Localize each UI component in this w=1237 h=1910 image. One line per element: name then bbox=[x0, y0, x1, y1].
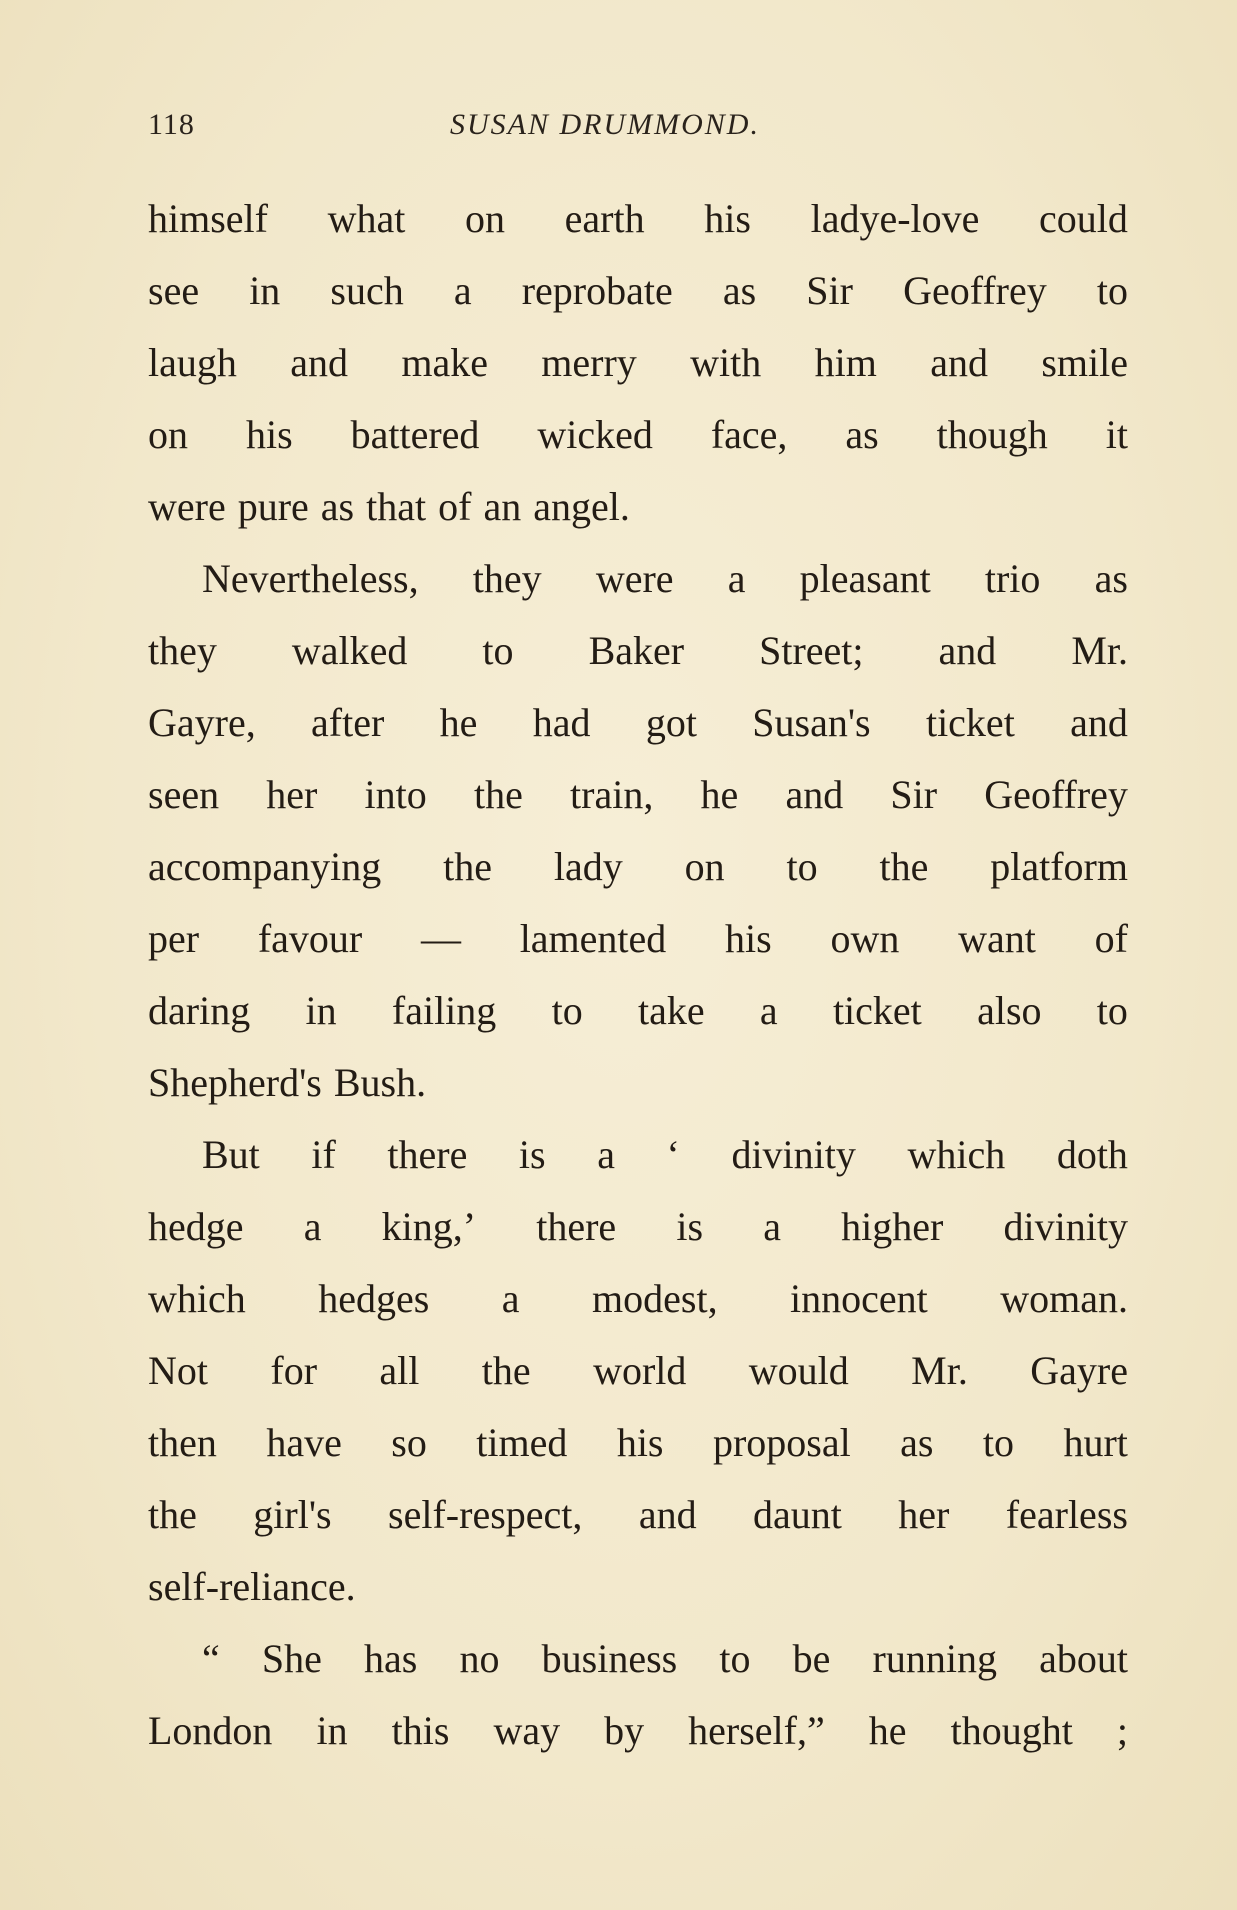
word: business bbox=[541, 1636, 678, 1681]
word: have bbox=[266, 1420, 342, 1465]
word: Not bbox=[148, 1348, 208, 1393]
word: herself,” bbox=[688, 1708, 825, 1753]
word: want bbox=[958, 916, 1036, 961]
word: also bbox=[977, 988, 1042, 1033]
text-line bbox=[148, 1047, 1128, 1119]
word: to bbox=[1096, 988, 1128, 1033]
word: were bbox=[148, 484, 226, 529]
word: about bbox=[1039, 1636, 1128, 1681]
word: merry bbox=[541, 340, 637, 385]
word: world bbox=[593, 1348, 687, 1393]
word: laugh bbox=[148, 340, 237, 385]
word: Bush. bbox=[333, 1060, 427, 1105]
word: and bbox=[290, 340, 348, 385]
text-line bbox=[148, 1119, 1128, 1191]
word: an bbox=[483, 484, 522, 529]
word: and bbox=[938, 628, 997, 673]
word: to bbox=[482, 628, 514, 673]
word: himself bbox=[148, 196, 268, 241]
word: could bbox=[1039, 196, 1128, 241]
word: Street; bbox=[759, 628, 864, 673]
word: to bbox=[786, 844, 818, 889]
word: divinity bbox=[1003, 1204, 1128, 1249]
word: daring bbox=[148, 988, 251, 1033]
word: walked bbox=[291, 628, 408, 673]
word: earth bbox=[564, 196, 645, 241]
word: reprobate bbox=[521, 268, 673, 313]
word: on bbox=[148, 412, 188, 457]
word: her bbox=[898, 1492, 950, 1537]
text-line bbox=[148, 1479, 1128, 1551]
word: the bbox=[473, 772, 523, 817]
word: Baker bbox=[588, 628, 685, 673]
text-line bbox=[148, 1551, 1128, 1623]
word: per bbox=[148, 916, 200, 961]
word: Susan's bbox=[752, 700, 871, 745]
word: Mr. bbox=[911, 1348, 968, 1393]
word: see bbox=[148, 268, 200, 313]
running-head bbox=[148, 108, 1128, 148]
word: with bbox=[690, 340, 762, 385]
word: and bbox=[930, 340, 988, 385]
word: Mr. bbox=[1071, 628, 1128, 673]
text-line bbox=[148, 615, 1128, 687]
text-line bbox=[148, 399, 1128, 471]
word: higher bbox=[841, 1204, 944, 1249]
word: ladye-love bbox=[810, 196, 980, 241]
word: there bbox=[536, 1204, 617, 1249]
word: But bbox=[202, 1132, 260, 1177]
word: got bbox=[645, 700, 697, 745]
word: girl's bbox=[253, 1492, 332, 1537]
page-number: 118 bbox=[148, 108, 195, 141]
word: he bbox=[700, 772, 739, 817]
word: Shepherd's bbox=[148, 1060, 322, 1105]
word: failing bbox=[391, 988, 497, 1033]
word: Sir bbox=[806, 268, 853, 313]
word: pleasant bbox=[799, 556, 931, 601]
word: accompanying bbox=[148, 844, 382, 889]
word: they bbox=[472, 556, 542, 601]
word: has bbox=[364, 1636, 418, 1681]
word: he bbox=[868, 1708, 907, 1753]
word: on bbox=[465, 196, 506, 241]
word: and bbox=[638, 1492, 697, 1537]
word: if bbox=[311, 1132, 336, 1177]
word: as bbox=[900, 1420, 934, 1465]
text-line bbox=[148, 1191, 1128, 1263]
word: London bbox=[148, 1708, 273, 1753]
word: wicked bbox=[537, 412, 653, 457]
word: is bbox=[676, 1204, 704, 1249]
word: hedges bbox=[318, 1276, 430, 1321]
word: proposal bbox=[712, 1420, 851, 1465]
word: is bbox=[518, 1132, 546, 1177]
word: which bbox=[907, 1132, 1006, 1177]
word: woman. bbox=[1000, 1276, 1128, 1321]
word: a bbox=[453, 268, 472, 313]
word: hedge bbox=[148, 1204, 244, 1249]
text-line bbox=[148, 903, 1128, 975]
word: — bbox=[420, 916, 461, 961]
word: as bbox=[722, 268, 757, 313]
word: in bbox=[305, 988, 337, 1033]
word: doth bbox=[1056, 1132, 1128, 1177]
word: after bbox=[311, 700, 385, 745]
word: in bbox=[316, 1708, 348, 1753]
word: which bbox=[148, 1276, 246, 1321]
text-line bbox=[148, 255, 1128, 327]
word: battered bbox=[350, 412, 480, 457]
word: Gayre, bbox=[148, 700, 256, 745]
text-line bbox=[148, 1695, 1128, 1767]
word: into bbox=[364, 772, 427, 817]
word: way bbox=[493, 1708, 561, 1753]
text-line bbox=[148, 183, 1128, 255]
word: timed bbox=[476, 1420, 568, 1465]
word: a bbox=[759, 988, 778, 1033]
word: take bbox=[637, 988, 705, 1033]
word: ; bbox=[1116, 1708, 1128, 1753]
word: would bbox=[748, 1348, 849, 1393]
word: her bbox=[266, 772, 318, 817]
word: a bbox=[303, 1204, 322, 1249]
word: a bbox=[501, 1276, 520, 1321]
word: the bbox=[148, 1492, 197, 1537]
word: what bbox=[327, 196, 406, 241]
word: that bbox=[366, 484, 427, 529]
text-line bbox=[148, 471, 1128, 543]
word: self-respect, bbox=[388, 1492, 583, 1537]
word: innocent bbox=[790, 1276, 928, 1321]
word: Geoffrey bbox=[984, 772, 1128, 817]
word: fearless bbox=[1005, 1492, 1128, 1537]
text-line bbox=[148, 1335, 1128, 1407]
word: and bbox=[785, 772, 844, 817]
word: by bbox=[604, 1708, 645, 1753]
word: he bbox=[439, 700, 478, 745]
word: all bbox=[379, 1348, 420, 1393]
word: his bbox=[725, 916, 772, 961]
word: though bbox=[936, 412, 1048, 457]
word: own bbox=[830, 916, 900, 961]
word: make bbox=[401, 340, 488, 385]
word: no bbox=[459, 1636, 500, 1681]
word: seen bbox=[148, 772, 220, 817]
text-line bbox=[148, 759, 1128, 831]
word: Geoffrey bbox=[903, 268, 1047, 313]
word: platform bbox=[990, 844, 1128, 889]
word: ticket bbox=[832, 988, 922, 1033]
word: divinity bbox=[731, 1132, 856, 1177]
word: his bbox=[616, 1420, 664, 1465]
word: pure bbox=[237, 484, 309, 529]
word: daunt bbox=[753, 1492, 842, 1537]
word: the bbox=[879, 844, 929, 889]
word: of bbox=[438, 484, 472, 529]
word: they bbox=[148, 628, 217, 673]
word: there bbox=[387, 1132, 468, 1177]
word: face, bbox=[710, 412, 788, 457]
word: this bbox=[391, 1708, 450, 1753]
word: king,’ bbox=[381, 1204, 477, 1249]
word: self-reliance. bbox=[148, 1564, 356, 1609]
word: of bbox=[1094, 916, 1128, 961]
word: Sir bbox=[890, 772, 938, 817]
word: favour bbox=[257, 916, 363, 961]
text-line bbox=[148, 1623, 1128, 1695]
word: trio bbox=[984, 556, 1041, 601]
word: and bbox=[1070, 700, 1128, 745]
word: the bbox=[481, 1348, 531, 1393]
text-line bbox=[148, 831, 1128, 903]
word: smile bbox=[1041, 340, 1128, 385]
word: the bbox=[443, 844, 492, 889]
word: a bbox=[597, 1132, 615, 1177]
word: then bbox=[148, 1420, 217, 1465]
word: his bbox=[704, 196, 751, 241]
word: a bbox=[727, 556, 746, 601]
word: as bbox=[320, 484, 355, 529]
word: him bbox=[814, 340, 877, 385]
text-line bbox=[148, 1263, 1128, 1335]
word: his bbox=[245, 412, 293, 457]
word: be bbox=[792, 1636, 831, 1681]
word: Gayre bbox=[1030, 1348, 1128, 1393]
running-title: SUSAN DRUMMOND. bbox=[450, 108, 760, 141]
word: for bbox=[270, 1348, 318, 1393]
word: to bbox=[551, 988, 583, 1033]
word: to bbox=[719, 1636, 751, 1681]
word: such bbox=[330, 268, 404, 313]
text-line bbox=[148, 975, 1128, 1047]
word: a bbox=[763, 1204, 781, 1249]
word: running bbox=[872, 1636, 997, 1681]
word: ticket bbox=[925, 700, 1015, 745]
word: modest, bbox=[592, 1276, 718, 1321]
word: to bbox=[982, 1420, 1015, 1465]
word: had bbox=[532, 700, 591, 745]
text-line bbox=[148, 543, 1128, 615]
word: so bbox=[391, 1420, 427, 1465]
word: on bbox=[684, 844, 725, 889]
word: to bbox=[1096, 268, 1128, 313]
word: it bbox=[1105, 412, 1128, 457]
text-line bbox=[148, 687, 1128, 759]
word: thought bbox=[950, 1708, 1073, 1753]
word: ‘ bbox=[666, 1132, 680, 1177]
body-text bbox=[148, 183, 1128, 1767]
word: in bbox=[249, 268, 281, 313]
word: were bbox=[595, 556, 674, 601]
word: She bbox=[261, 1636, 322, 1681]
word: as bbox=[845, 412, 879, 457]
word: angel. bbox=[533, 484, 630, 529]
text-line bbox=[148, 327, 1128, 399]
word: lamented bbox=[519, 916, 667, 961]
word: lady bbox=[553, 844, 623, 889]
word: train, bbox=[570, 772, 654, 817]
word: “ bbox=[202, 1636, 220, 1681]
word: Nevertheless, bbox=[202, 556, 419, 601]
word: as bbox=[1094, 556, 1128, 601]
text-line bbox=[148, 1407, 1128, 1479]
word: hurt bbox=[1063, 1420, 1128, 1465]
